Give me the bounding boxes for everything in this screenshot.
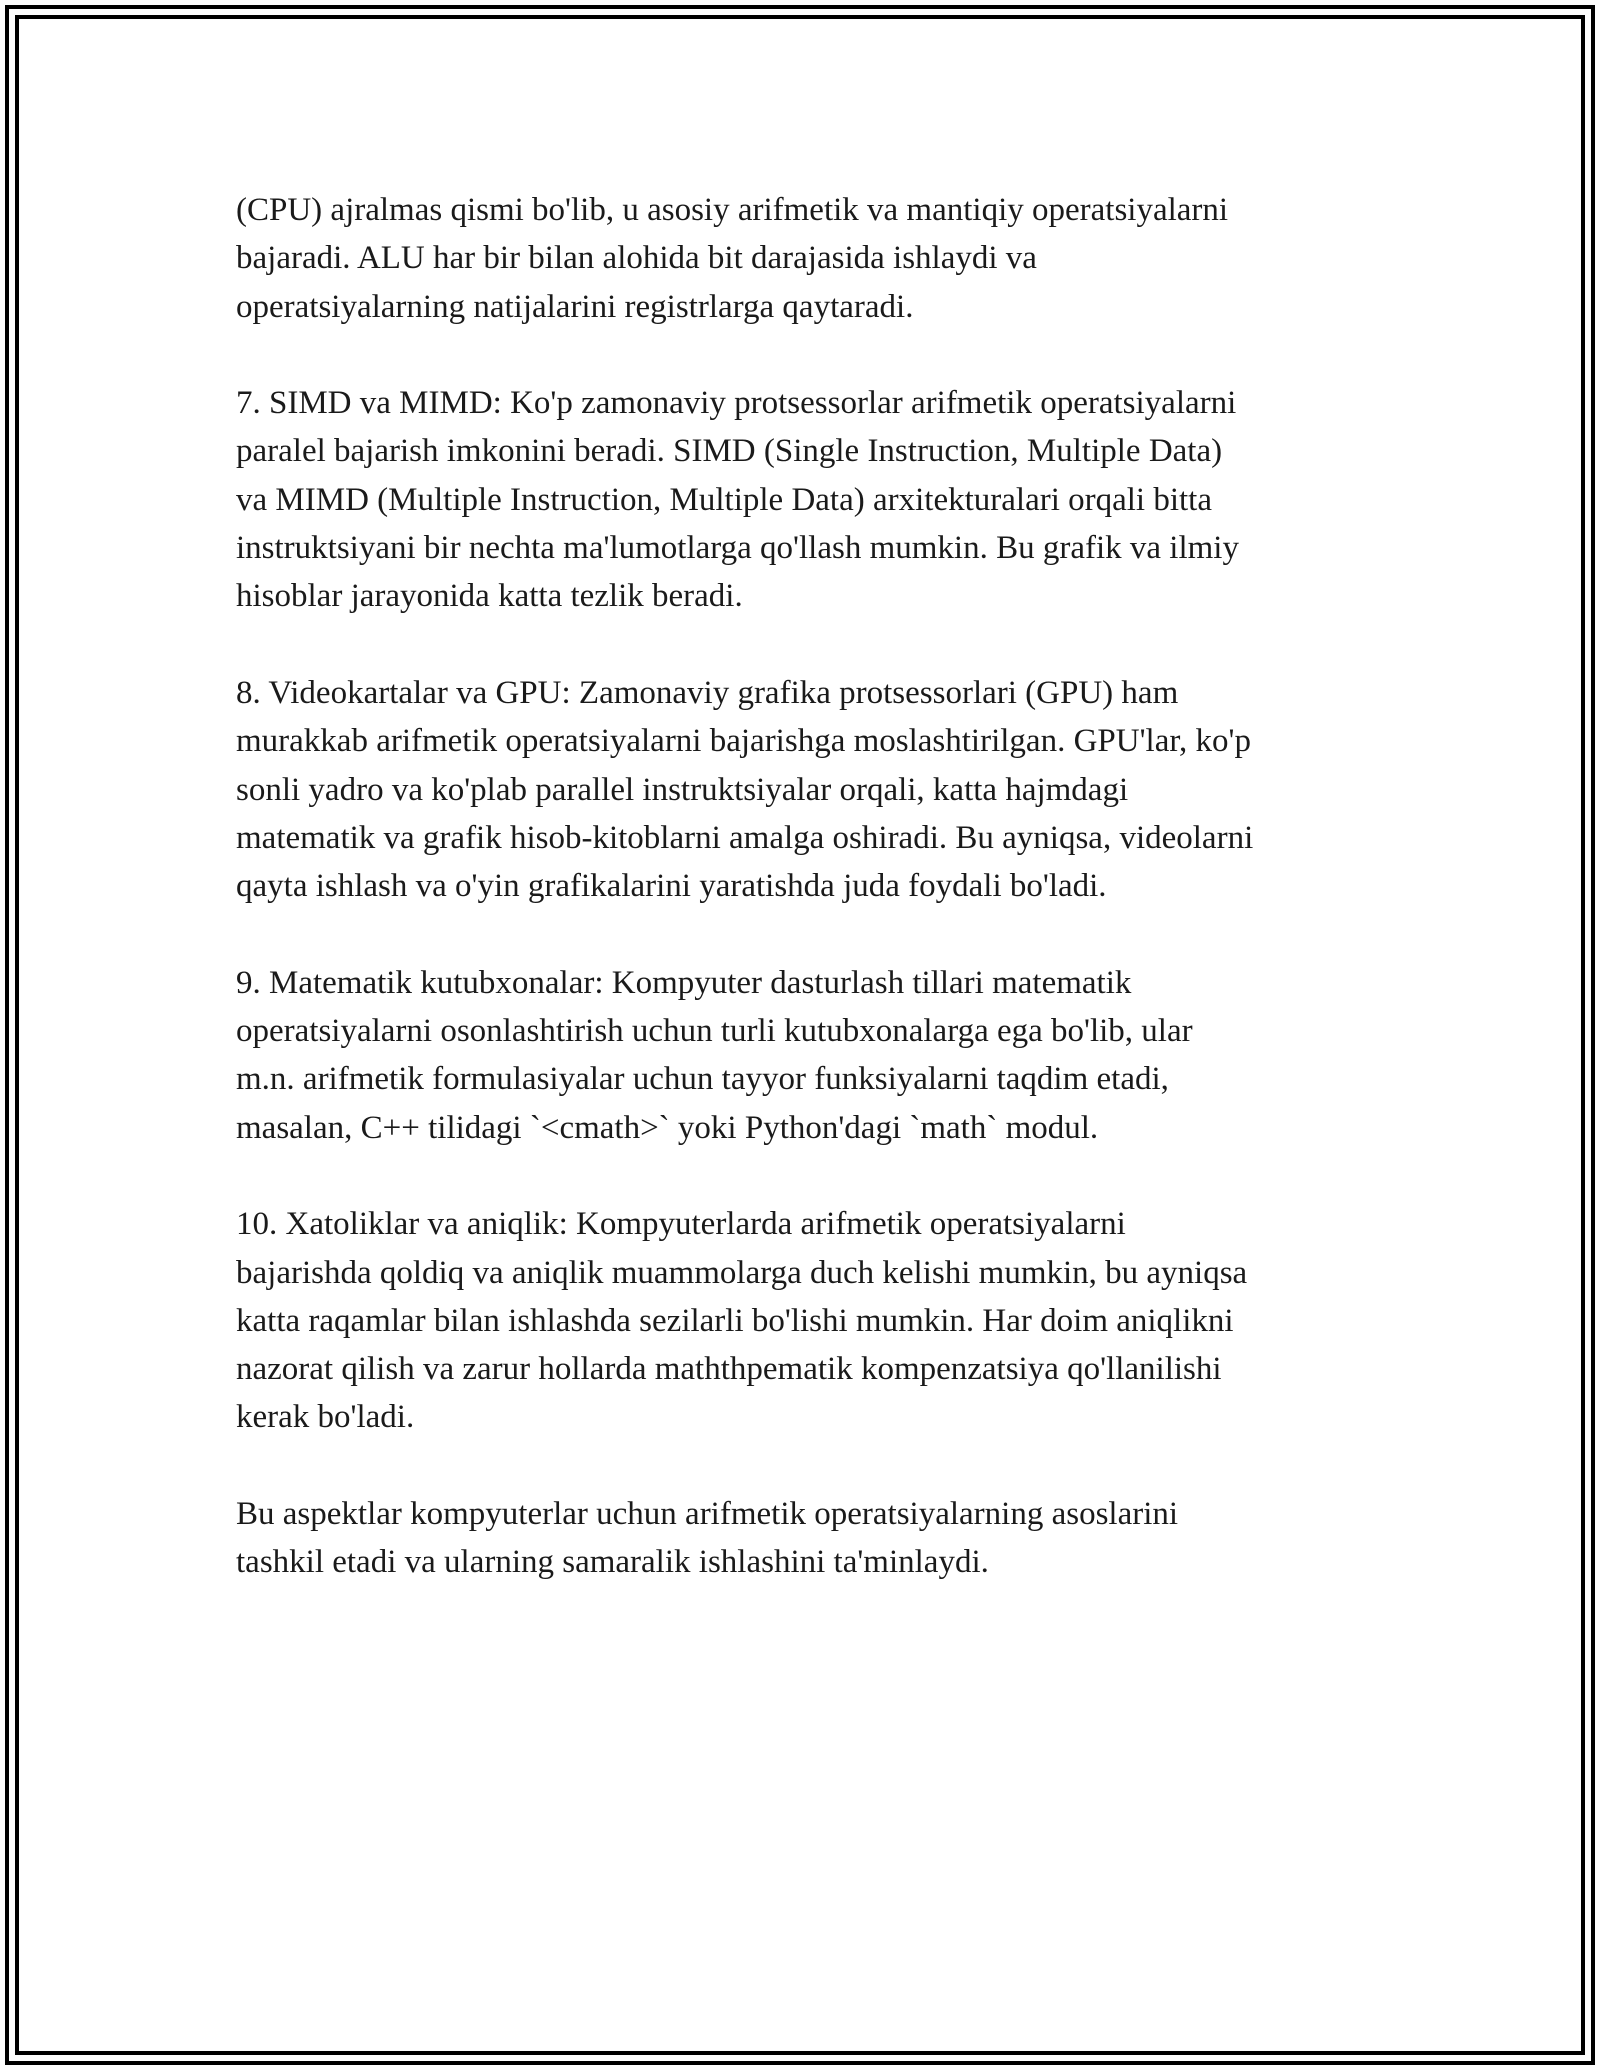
text-line: nazorat qilish va zarur hollarda maththpematik kompenzatsiya qo'llanilishi	[236, 1351, 1222, 1388]
text-line: qayta ishlash va o'yin grafikalarini yaratishda juda foydali bo'ladi.	[236, 868, 1107, 905]
text-line: 10. Xatoliklar va aniqlik: Kompyuterlarda arifmetik operatsiyalarni	[236, 1206, 1126, 1243]
text-line: murakkab arifmetik operatsiyalarni bajarishga moslashtirilgan. GPU'lar, ko'p	[236, 723, 1251, 760]
text-line: instruktsiyani bir nechta ma'lumotlarga qo'llash mumkin. Bu grafik va ilmiy	[236, 530, 1239, 567]
paragraph-simd-mimd	[236, 379, 1376, 620]
text-line: sonli yadro va ko'plab parallel instruktsiyalar orqali, katta hajmdagi	[236, 771, 1129, 808]
text-line: 9. Matematik kutubxonalar: Kompyuter dasturlash tillari matematik	[236, 964, 1132, 1001]
paragraph-math-libraries	[236, 959, 1376, 1152]
text-line: katta raqamlar bilan ishlashda sezilarli bo'lishi mumkin. Har doim aniqlikni	[236, 1302, 1234, 1339]
text-line: hisoblar jarayonida katta tezlik beradi.	[236, 578, 743, 615]
paragraph-conclusion	[236, 1490, 1376, 1587]
text-line: bajarishda qoldiq va aniqlik muammolarga duch kelishi mumkin, bu ayniqsa	[236, 1254, 1248, 1291]
paragraph-gpu	[236, 669, 1376, 910]
text-line: m.n. arifmetik formulasiyalar uchun tayyor funksiyalarni taqdim etadi,	[236, 1061, 1169, 1098]
text-line: operatsiyalarni osonlashtirish uchun turli kutubxonalarga ega bo'lib, ular	[236, 1013, 1193, 1050]
text-line: operatsiyalarning natijalarini registrlarga qaytaradi.	[236, 288, 914, 325]
text-line: 8. Videokartalar va GPU: Zamonaviy grafika protsessorlari (GPU) ham	[236, 674, 1179, 711]
document-body	[236, 186, 1376, 1635]
text-line: tashkil etadi va ularning samaralik ishlashini ta'minlaydi.	[236, 1544, 989, 1581]
text-line: kerak bo'ladi.	[236, 1399, 415, 1436]
text-line: masalan, C++ tilidagi `<cmath>` yoki Python'dagi `math` modul.	[236, 1109, 1099, 1146]
text-line: matematik va grafik hisob-kitoblarni amalga oshiradi. Bu ayniqsa, videolarni	[236, 819, 1254, 856]
paragraph-errors-precision	[236, 1200, 1376, 1441]
text-line: bajaradi. ALU har bir bilan alohida bit darajasida ishlaydi va	[236, 240, 1037, 277]
text-line: paralel bajarish imkonini beradi. SIMD (Single Instruction, Multiple Data)	[236, 433, 1223, 470]
text-line: (CPU) ajralmas qismi bo'lib, u asosiy arifmetik va mantiqiy operatsiyalarni	[236, 192, 1229, 228]
text-line: Bu aspektlar kompyuterlar uchun arifmetik operatsiyalarning asoslarini	[236, 1496, 1179, 1533]
text-line: va MIMD (Multiple Instruction, Multiple Data) arxitekturalari orqali bitta	[236, 481, 1212, 518]
paragraph-alu	[236, 186, 1376, 331]
text-line: 7. SIMD va MIMD: Ko'p zamonaviy protsessorlar arifmetik operatsiyalarni	[236, 385, 1237, 422]
